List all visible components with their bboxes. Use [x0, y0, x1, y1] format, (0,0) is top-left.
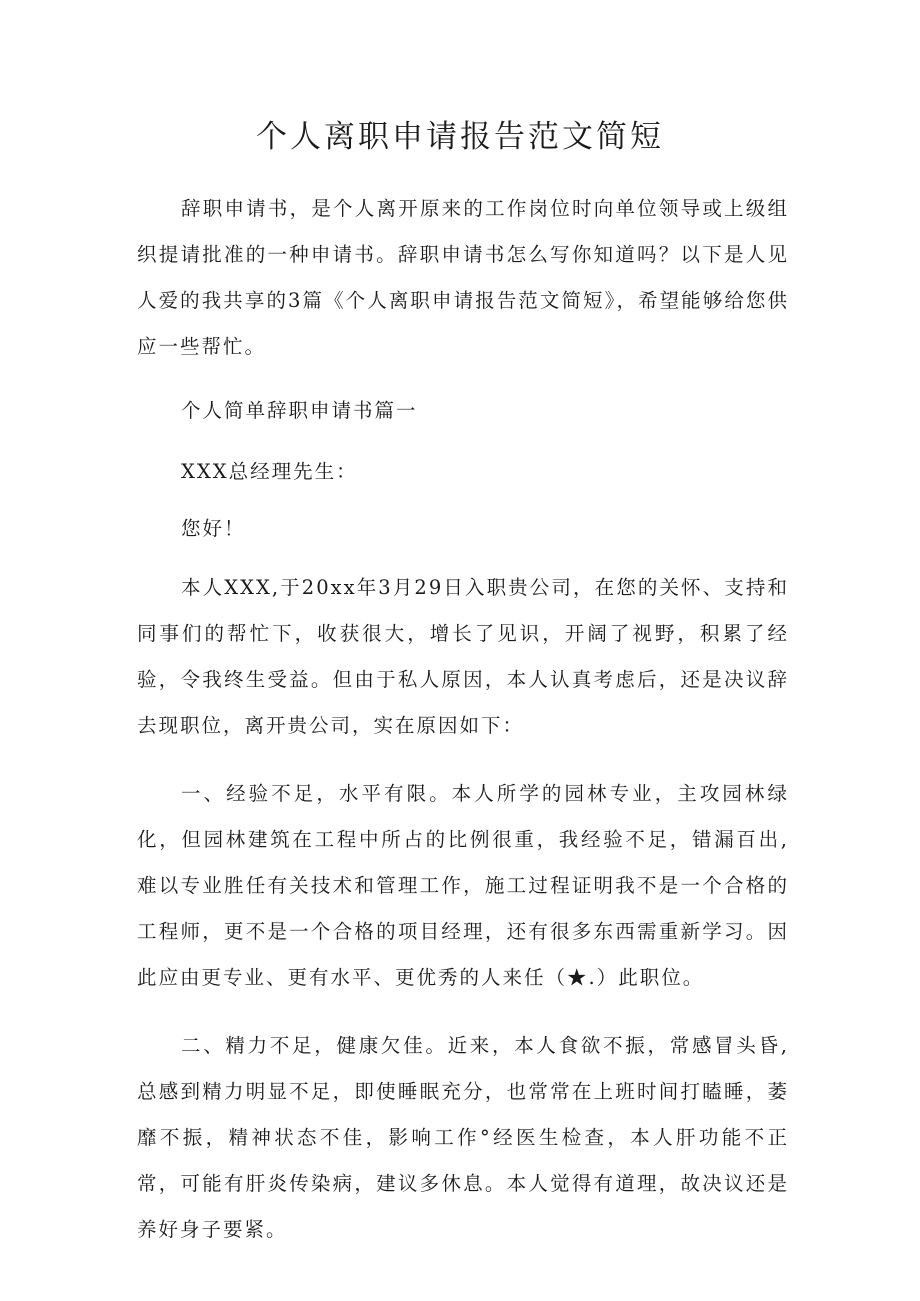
- salutation: XXX总经理先生：: [181, 460, 358, 483]
- document-title: 个人离职申请报告范文简短: [256, 119, 664, 155]
- greeting: 您好！: [181, 517, 246, 540]
- body-paragraph-2: 一、经验不足，水平有限。本人所学的园林专业，主攻园林绿化，但园林建筑在工程中所占的比例很重，我经验不足，错漏百出,难以专业胜任有关技术和管理工作，施工过程证明我不是一个合格的工程师，更不是一个合格的项目经理，还有很多东西需重新学习。因此应由更专业、更有水平、更优秀的人来任（★.）此职位。: [137, 782, 789, 989]
- section-heading: 个人简单辞职申请书篇一: [181, 399, 418, 422]
- body-paragraph-3: 二、精力不足，健康欠佳。近来，本人食欲不振，常感冒头昏,总感到精力明显不足，即使睡眠充分，也常常在上班时间打瞌睡，萎靡不振，精神状态不佳，影响工作°经医生检查，本人肝功能不正常，可能有肝炎传染病，建议多休息。本人觉得有道理，故决议还是养好身子要紧。: [137, 1034, 789, 1241]
- intro-paragraph: 辞职申请书，是个人离开原来的工作岗位时向单位领导或上级组织提请批准的一种申请书。辞职申请书怎么写你知道吗？以下是人见人爱的我共享的3篇《个人离职申请报告范文简短》，希望能够给您供应一些帮忙。: [137, 197, 789, 358]
- body-paragraph-1: 本人XXX,于20xx年3月29日入职贵公司，在您的关怀、支持和同事们的帮忙下，收获很大，增长了见识，开阔了视野，积累了经验，令我终生受益。但由于私人原因，本人认真考虑后，还是决议辞去现职位，离开贵公司，实在原因如下：: [137, 576, 789, 737]
